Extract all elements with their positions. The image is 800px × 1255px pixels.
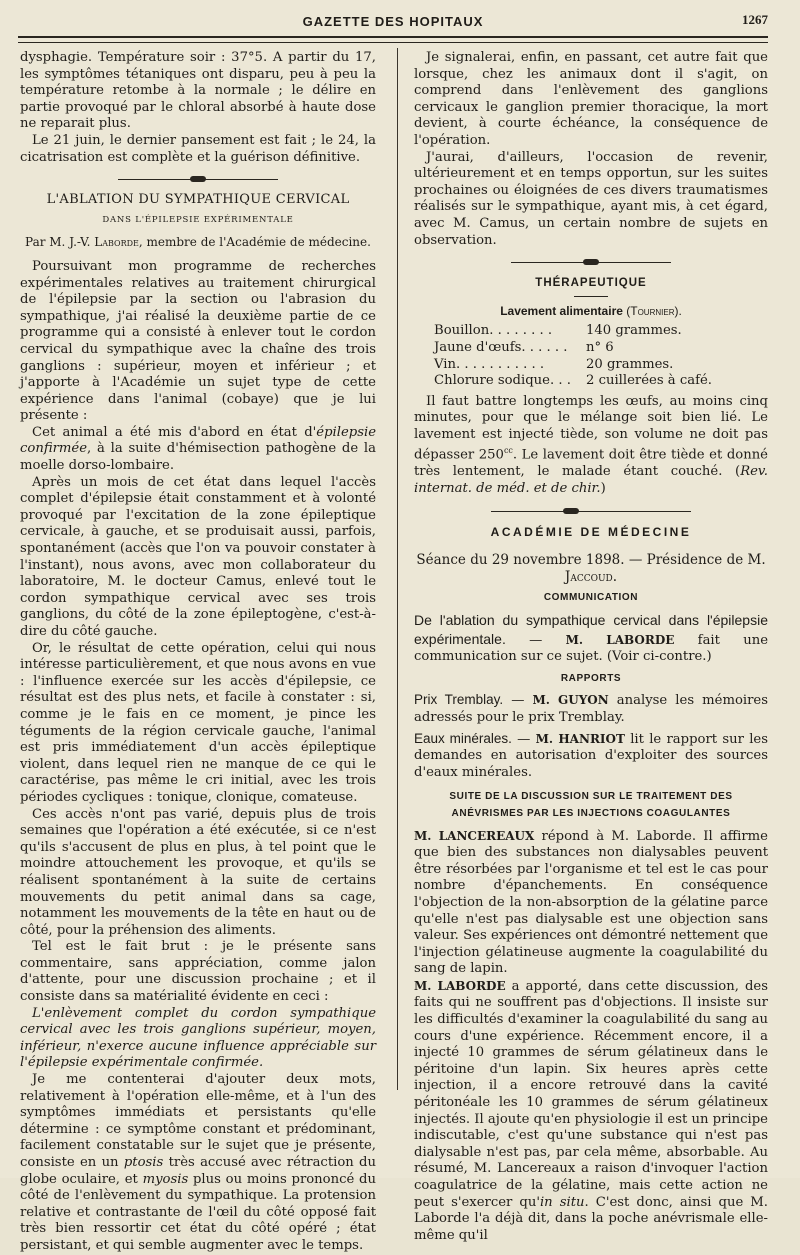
text: Je me contenterai d'ajouter deux mots, relativement à l'opération elle-même, et à l'un des symptômes immédiats et persistants qu'elle détermine : ce symptôme constant et prédominant, facilement constatable sur le sujet que je présente, consiste en un [20,1072,376,1170]
italic-text: L'enlèvement complet du cordon sympathique cervical avec les trois ganglions supérieur, moyen, inférieur, n'exerce aucune influence appréciable sur l'épilepsie expérimentale confirmée. [20,1005,376,1071]
paragraph [414,731,768,782]
text: . Le lavement doit être tiède et donné très lentement, le malade étant couché. ( [414,447,768,480]
paragraph: Tel est le fait brut : je le présente sans commentaire, sans appréciation, comme jalon d'attente, pour une discussion prochaine ; et il consiste dans sa matérialité évidente en ceci : [20,939,376,1005]
subsection-head: RAPPORTS [560,672,622,684]
paragraph: Le 21 juin, le dernier pansement est fait ; le 24, la cicatrisation est complète et la guérison définitive. [20,132,376,165]
paragraph [414,394,768,498]
article-byline [20,234,376,251]
italic-text: épilepsie confirmée [20,424,376,457]
text: — [503,693,533,709]
section-title: ACADÉMIE DE MÉDECINE [490,524,692,539]
paragraph: dysphagie. Température soir : 37°5. A partir du 17, les symptômes tétaniques ont disparu, peu à peu la température retombe à la normale ; le délire en partie provoqué par le chloral absorbé à haute dose ne reparait plus. [20,50,376,132]
recipe-row [434,323,744,340]
journal-title: GAZETTE DES HOPITAUX [302,14,484,29]
speaker: M. GUYON [532,693,609,708]
unit-superscript: cc [503,446,513,456]
text: lit le rapport sur les demandes en autorisation d'exploiter des sources d'eaux minérales. [414,731,768,780]
subsection-head: SUITE DE LA DISCUSSION SUR LE TRAITEMENT DES ANÉVRISMES PAR LES INJECTIONS COAGULANTES [449,791,733,819]
byline-suffix: , membre de l'Académie de médecine. [138,235,371,250]
section-ornament [491,507,691,515]
article-title: L'ABLATION DU SYMPATHIQUE CERVICAL [46,192,350,208]
paragraph [20,425,376,475]
recipe-row [434,373,744,390]
paragraph: Poursuivant mon programme de recherches expérimentales relatives au traitement chirurgical de l'épilepsie par la section ou l'abrasion du sympathique, j'ai réalisé la deuxième partie de ce programme qui a consisté à enlever tout le cordon cervical du sympathique avec la chaîne des trois ganglions : supérieur, moyen et inférieur ; et j'apporte à l'Académie un sujet type de cette expérience dans l'animal (cobaye) que je lui présente : [20,258,376,424]
session-line [414,552,768,585]
paragraph: Après un mois de cet état dans lequel l'accès complet d'épilepsie était constamment et à volonté provoqué par l'excitation de la zone épileptique cervicale, à gauche, et se produisait aussi, parfois, spontanément (accès que l'on va pouvoir constater à l'instant), nous avons, avec mon collaborateur du laboratoire, M. le docteur Camus, enlevé tout le cordon sympathique cervical avec ses trois ganglions, du côté de la zone épileptogène, c'est-à-dire du côté gauche. [20,474,376,639]
citation: Rev. internat. de méd. et de chir. [414,464,768,497]
paragraph [414,612,768,666]
italic-conclusion [20,1006,376,1072]
speaker: M. LABORDE [565,632,675,647]
quantity: 20 grammes. [586,356,674,372]
ingredient: Vin. . . . . . . . . . . [434,356,545,372]
italic-text: ptosis [123,1155,164,1170]
section-ornament [511,258,671,266]
page-number: 1267 [742,12,768,27]
text: Cet animal a été mis d'abord en état d' [32,424,317,440]
byline-author: Laborde [94,235,139,250]
recipe-title [414,303,768,320]
paragraph [414,828,768,978]
topic-title: De l'ablation du sympathique cervical dans l'épilepsie expérimentale. [414,612,768,647]
paragraph: Ces accès n'ont pas varié, depuis plus de trois semaines que l'opération a été exécutée, si ce n'est qu'ils s'accusent de plus en plus, à tel point que le moindre attouchement les provoque, et qu'ils se réalisent spontanément à la suite de certains mouvements du petit animal dans sa cage, notamment les mouvements de la tête en haut ou de côté, pour la préhension des aliments. [20,806,376,938]
topic-title: Prix Tremblay. [414,692,504,708]
recipe-list [434,323,744,389]
text: a apporté, dans cette discussion, des faits qui ne souffrent pas d'objections. Il insiste sur les difficultés d'examiner la coagulabilité du sang au cours d'une expérience. Récemment encore, il a injecté 10 grammes de sérum gélatineux dans le péritoine d'un lapin. Six heures après cette injection, il a encore retrouvé dans la cavité péritonéale les 10 grammes de sérum gélatineux injectés. Il ajoute qu'en physiologie il est un principe indiscutable, c'est qu'une substance qui n'est pas dialysable n'est pas, par cela même, absorbable. Au résumé, M. Lancereaux a raison d'invoquer l'action coagulatrice de la gélatine, mais cette action ne peut s'exercer qu' [414,978,769,1210]
paragraph [20,1072,376,1255]
paragraph: Or, le résultat de cette opération, celui qui nous intéresse particulièrement, et que nous avons en vue : l'influence exercée sur les accès d'épilepsie, ce résultat est des plus nets, et facile à constater : si, comme je le fais en ce moment, je pince les téguments de la région cervicale gauche, l'animal est pris immédiatement d'un accès épileptique violent, dans lequel rien ne manque de ce qui le caractérise, pas même le cri initial, avec les trois périodes cycliques : tonique, clonique, comateuse. [20,640,376,805]
text: répond à M. Laborde. Il affirme que bien des substances non dialysables peuvent être résorbées par l'organisme et tel est le cas pour nombre d'épanchements. En conséquence l'objection de la non-absorption de la gélatine parce qu'elle n'est pas dialysable est une objection sans valeur. Ses expériences ont démontré nettement que l'injection gélatineuse augmente la coagulabilité du sang de lapin. [414,828,768,977]
ingredient: Bouillon. . . . . . . . [434,323,553,339]
ingredient: Jaune d'œufs. . . . . . [434,339,568,355]
text: , à la suite d'hémisection pathogène de la moelle dorso-lombaire. [20,441,376,474]
quantity: 140 grammes. [586,323,682,339]
recipe-name: Lavement alimentaire [500,303,623,318]
text: très accusé avec rétraction du globe oculaire, et [20,1155,376,1187]
quantity: 2 cuillerées à café. [586,373,712,389]
ingredient: Chlorure sodique. . . [434,373,571,389]
speaker: M. LANCEREAUX [414,828,535,843]
byline-prefix: Par M. J.-V. [25,235,95,250]
subsection-head: COMMUNICATION [543,592,639,604]
president-name: Jaccoud [564,568,613,585]
quantity: n° 6 [586,339,614,355]
text: — [505,632,566,648]
paragraph: J'aurai, d'ailleurs, l'occasion de revenir, ultérieurement et en temps opportun, sur les suites prochaines ou éloignées de ces divers traumatismes réalisés sur le sympathique, ayant mis, à cet égard, avec M. Camus, un certain nombre de sujets en observation. [414,149,768,248]
short-rule [574,296,608,297]
right-column [414,50,768,1244]
text: . [612,568,618,585]
section-ornament [118,175,278,183]
text: Il faut battre longtemps les œufs, au moins cinq minutes, pour que le mélange soit bien lié. Le lavement est injecté tiède, son volume ne doit pas dépasser 250 [414,393,768,463]
recipe-author: (Tournier). [626,303,682,318]
text: Séance du 29 novembre 1898. — Présidence de M. [416,552,766,569]
italic-text: myosis [142,1171,189,1187]
paragraph [414,978,768,1245]
text: ) [600,481,606,497]
text: fait une communication sur ce sujet. (Voir ci-contre.) [414,632,769,665]
paragraph: Je signalerai, enfin, en passant, cet autre fait que lorsque, chez les animaux dont il s'agit, on comprend dans l'enlèvement des ganglions cervicaux le ganglion premier thoracique, la mort devient, à courte échéance, la conséquence de l'opération. [414,50,768,148]
page-header [18,12,768,34]
recipe-row [434,340,744,357]
header-rule [18,36,768,43]
column-separator [397,48,398,1090]
recipe-row [434,357,744,374]
section-title: THÉRAPEUTIQUE [535,277,647,290]
italic-text: in situ [539,1194,585,1210]
text: . C'est donc, ainsi que M. Laborde l'a déjà dit, dans la poche anévrismale elle-même qu'il [414,1194,768,1243]
paragraph [414,692,768,726]
article-subtitle: DANS L'ÉPILEPSIE EXPÉRIMENTALE [102,214,294,225]
text: — [511,731,536,747]
left-column [20,50,376,1255]
text: plus ou moins prononcé du côté de l'enlèvement du sympathique. La protension relative et contrastante de l'œil du côté opposé fait très bien ressortir cet état du côté opéré ; état persistant, et qui semble augmenter avec le temps. [20,1171,376,1253]
speaker: M. LABORDE [414,978,506,993]
topic-title: Eaux minérales. [414,730,512,746]
text: analyse les mémoires adressés pour le prix Tremblay. [414,693,769,725]
speaker: M. HANRIOT [535,731,625,746]
